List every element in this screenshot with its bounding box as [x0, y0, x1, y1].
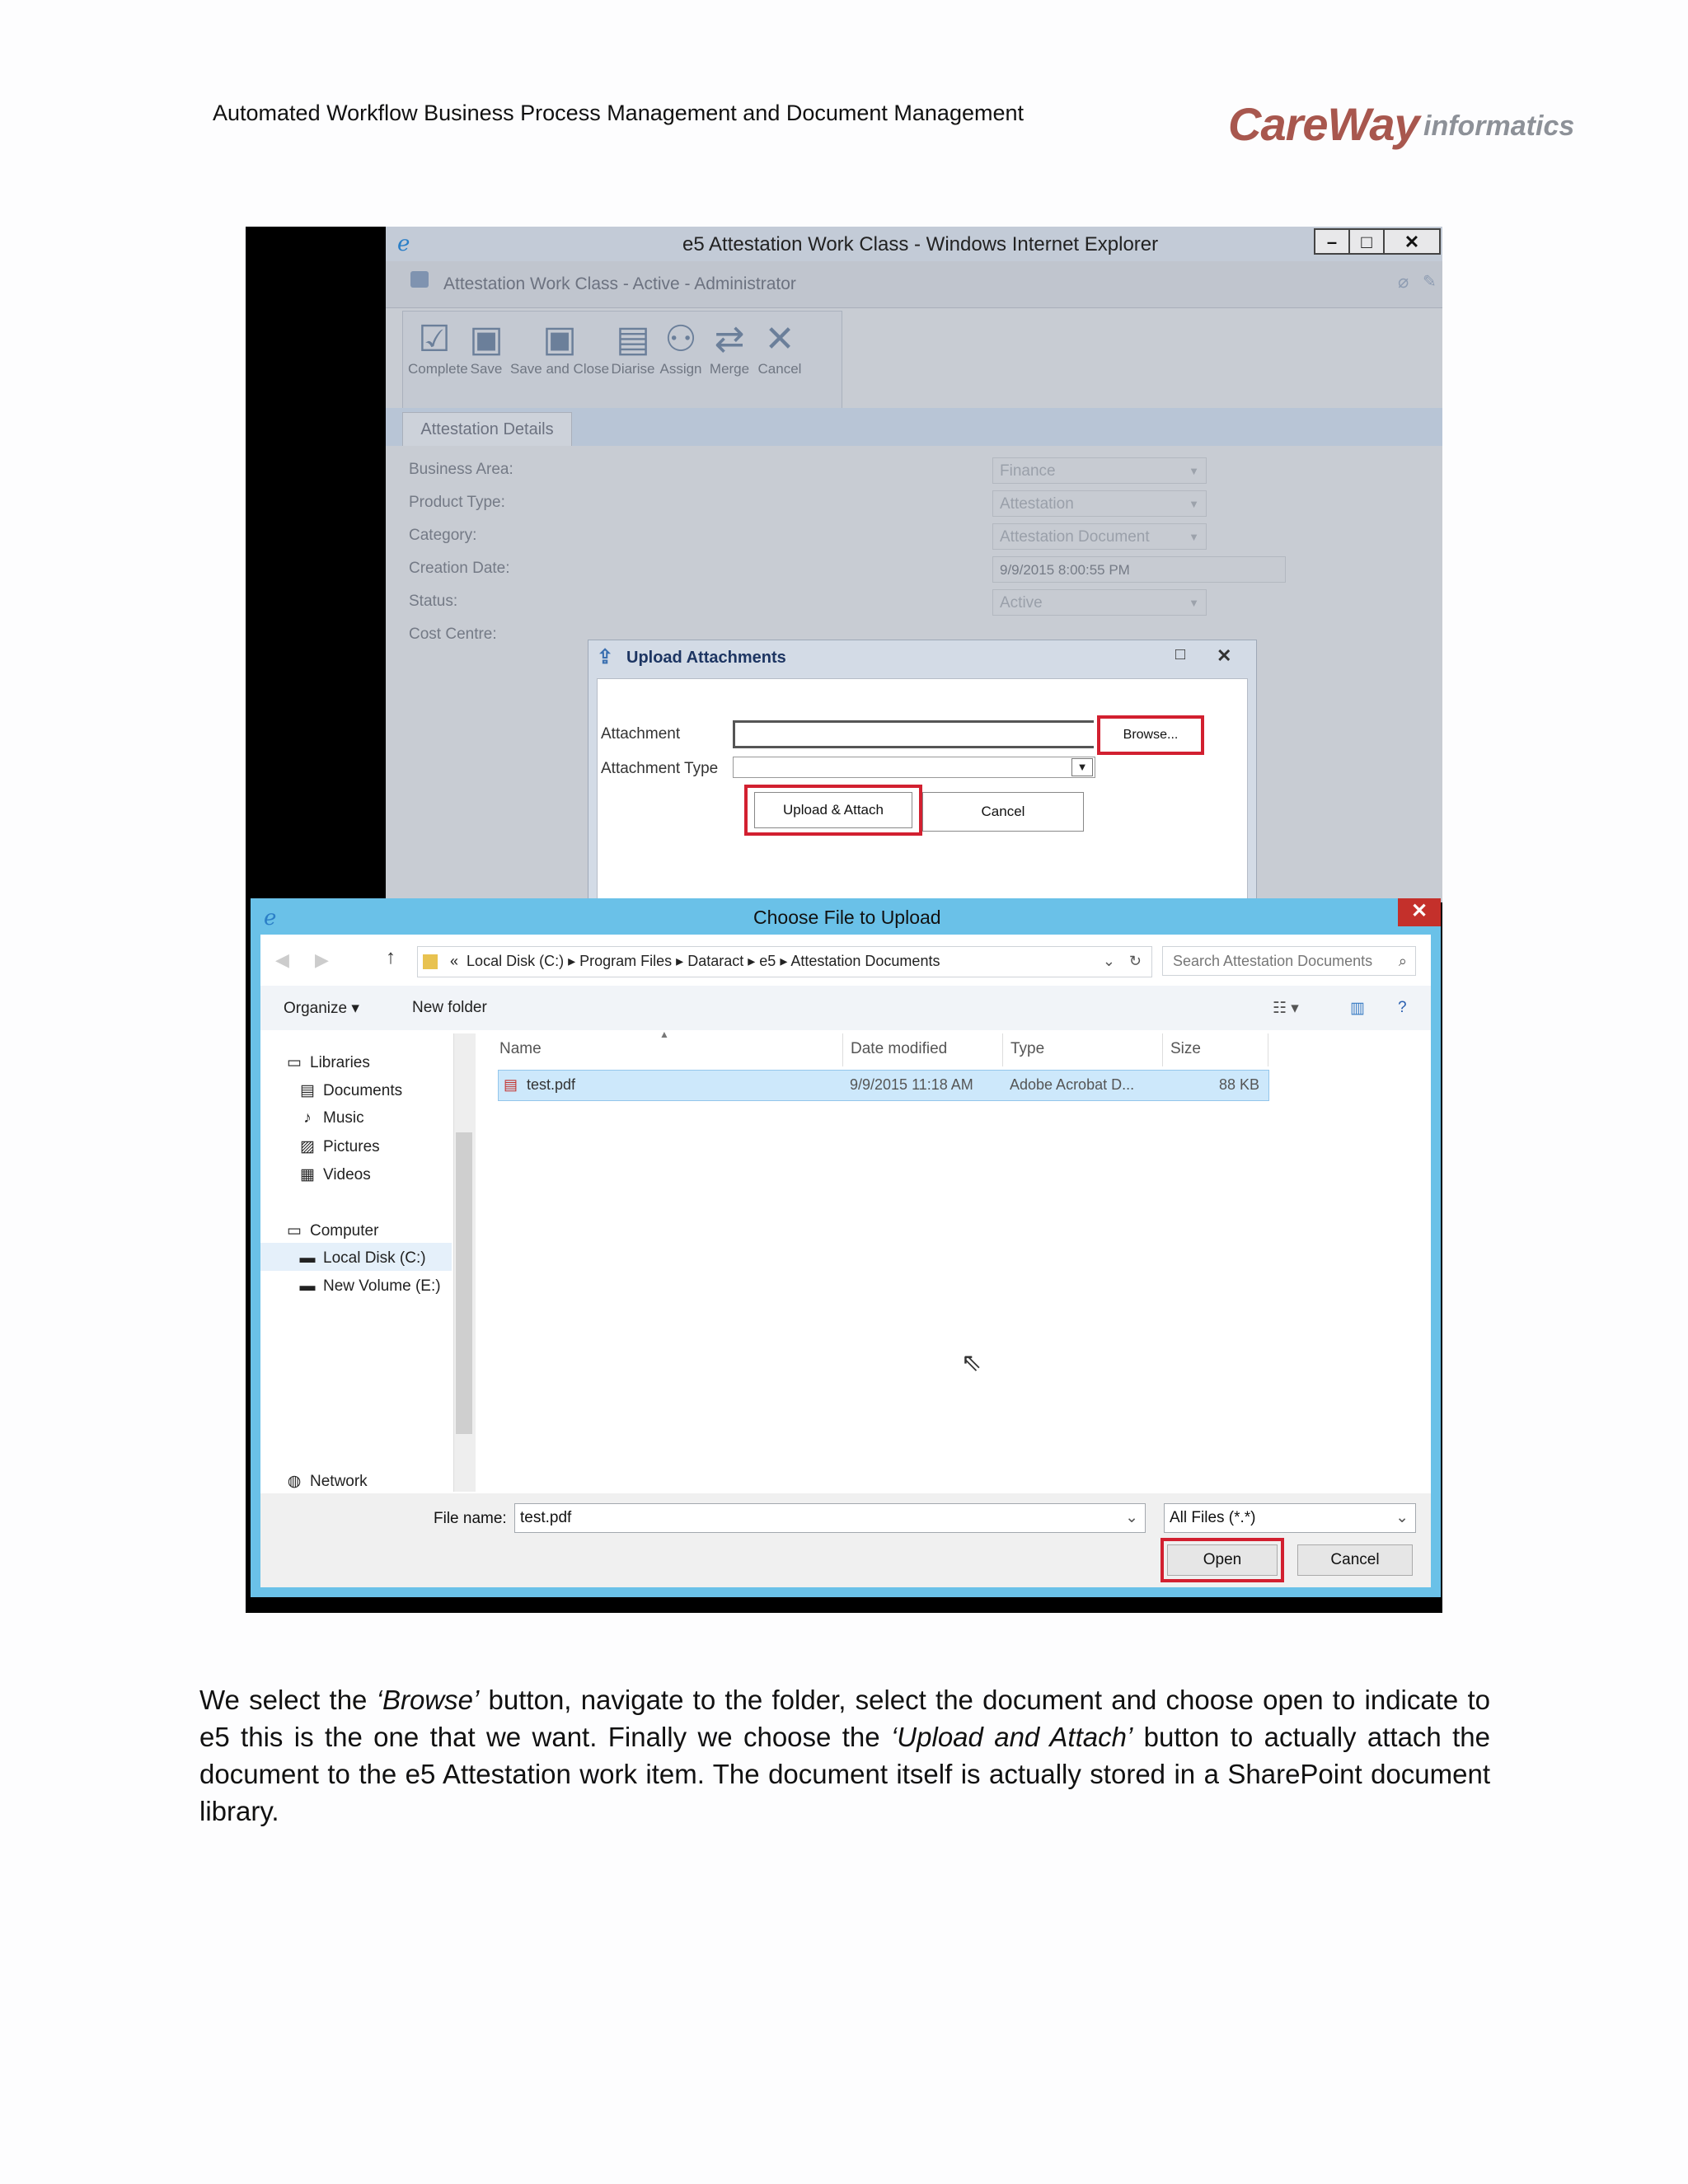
nav-pictures[interactable]: ▨ Pictures: [298, 1137, 380, 1156]
address-bar[interactable]: « Local Disk (C:) ▸ Program Files ▸ Dataract ▸ e5 ▸ Attestation Documents ⌄ ↻: [417, 946, 1152, 977]
save-button[interactable]: ▣ Save: [466, 312, 507, 409]
upload-attachments-dialog: [588, 640, 1257, 907]
cancel-icon: ✕: [764, 319, 795, 359]
file-row[interactable]: ▤ test.pdf 9/9/2015 11:18 AM Adobe Acrobat D... 88 KB: [498, 1070, 1269, 1101]
breadcrumb-local-disk[interactable]: Local Disk (C:): [467, 953, 565, 969]
nav-new-volume[interactable]: ▬ New Volume (E:): [299, 1277, 441, 1295]
nav-videos[interactable]: ▦ Videos: [298, 1165, 371, 1184]
computer-icon: ▭: [287, 1222, 302, 1240]
assign-icon: ⚇: [664, 319, 697, 359]
pdf-icon: ▤: [504, 1076, 518, 1093]
breadcrumb-program-files[interactable]: Program Files: [579, 953, 673, 969]
file-dialog-title: Choose File to Upload: [753, 907, 941, 928]
mouse-cursor-icon: ⇖: [961, 1349, 982, 1376]
pin-icon[interactable]: ✎: [1423, 273, 1437, 291]
app-bar: [386, 261, 1442, 308]
ie-logo-icon: ℯ: [264, 905, 277, 930]
dropdown-arrow-icon: ▼: [1189, 465, 1199, 477]
forward-icon[interactable]: ▶: [315, 949, 329, 970]
sort-arrow-icon: ▲: [659, 1029, 669, 1040]
upload-icon: ⇪: [597, 646, 614, 668]
help-icon[interactable]: ?: [1398, 999, 1407, 1016]
category-select[interactable]: Attestation Document ▼: [992, 523, 1207, 550]
nav-libraries[interactable]: ▭ Libraries: [285, 1053, 370, 1072]
status-select[interactable]: Active ▼: [992, 589, 1207, 616]
nav-network[interactable]: ◍ Network: [285, 1472, 368, 1491]
assign-button[interactable]: ⚇ Assign: [659, 319, 702, 377]
dropdown-arrow-icon: ▼: [1189, 597, 1199, 609]
up-arrow-icon[interactable]: ↑: [386, 946, 396, 968]
network-icon: ◍: [287, 1473, 302, 1490]
cost-centre-label: Cost Centre:: [409, 626, 497, 643]
diarise-button[interactable]: ▤ Diarise: [611, 319, 655, 377]
nav-scrollbar[interactable]: [453, 1033, 476, 1492]
scrollbar-thumb[interactable]: [456, 1132, 472, 1434]
toolbar-ribbon: [402, 311, 842, 410]
upload-attach-button[interactable]: Upload & Attach: [754, 792, 912, 828]
upload-cancel-button[interactable]: Cancel: [922, 792, 1084, 832]
command-bar: [260, 986, 1431, 1030]
complete-button[interactable]: ☑ Complete: [408, 319, 468, 377]
ie-window-title: e5 Attestation Work Class - Windows Internet Explorer: [682, 233, 1159, 255]
browse-button[interactable]: Browse...: [1123, 728, 1179, 742]
view-options-icon[interactable]: ☷ ▾: [1273, 1000, 1299, 1017]
save-close-icon: ▣: [542, 319, 577, 359]
file-type-filter[interactable]: All Files (*.*) ⌄: [1164, 1503, 1416, 1533]
folder-icon: [410, 271, 429, 288]
pictures-icon: ▨: [300, 1138, 315, 1155]
check-icon: ☑: [418, 319, 451, 359]
attachment-input[interactable]: [733, 720, 1094, 748]
creation-date-label: Creation Date:: [409, 560, 510, 577]
column-name[interactable]: Name: [499, 1040, 542, 1057]
category-label: Category:: [409, 527, 477, 544]
refresh-icon[interactable]: ↻: [1128, 953, 1142, 969]
ie-title-bar: [386, 227, 1442, 261]
file-dialog-footer: [260, 1493, 1431, 1587]
careway-logo: CareWay informatics: [1228, 98, 1575, 150]
product-type-label: Product Type:: [409, 494, 505, 511]
save-icon: ▣: [469, 319, 504, 359]
dropdown-arrow-icon: ▼: [1189, 498, 1199, 510]
file-dialog-cancel-button[interactable]: Cancel: [1297, 1544, 1413, 1576]
nav-local-disk[interactable]: ▬ Local Disk (C:): [299, 1249, 426, 1267]
file-name-label: File name:: [434, 1510, 507, 1527]
maximize-button[interactable]: □: [1348, 228, 1385, 255]
libraries-icon: ▭: [287, 1054, 302, 1071]
close-button[interactable]: ✕: [1383, 228, 1441, 255]
breadcrumb-e5[interactable]: e5: [759, 953, 776, 969]
choose-file-dialog: [251, 898, 1441, 1597]
drive-icon: ▬: [299, 1277, 316, 1295]
column-type[interactable]: Type: [1010, 1040, 1045, 1057]
nav-music[interactable]: ♪ Music: [298, 1109, 364, 1127]
dialog-maximize-button[interactable]: □: [1175, 645, 1186, 663]
videos-icon: ▦: [300, 1166, 315, 1183]
open-button[interactable]: Open: [1167, 1544, 1278, 1576]
file-dialog-close-button[interactable]: ✕: [1398, 898, 1441, 926]
product-type-select[interactable]: Attestation ▼: [992, 490, 1207, 517]
preview-pane-icon[interactable]: ▥: [1350, 1000, 1365, 1017]
diary-icon: ▤: [616, 319, 650, 359]
merge-button[interactable]: ⇄ Merge: [706, 312, 753, 409]
dropdown-arrow-icon: ▼: [1189, 531, 1199, 543]
nav-computer[interactable]: ▭ Computer: [285, 1221, 378, 1240]
disk-icon: ▬: [299, 1249, 316, 1267]
nav-documents[interactable]: ▤ Documents: [298, 1081, 402, 1100]
chevron-down-icon: ▼: [1071, 758, 1093, 776]
ie-logo-icon: ℯ: [397, 231, 410, 255]
music-icon: ♪: [303, 1109, 312, 1127]
breadcrumb-attestation-documents[interactable]: Attestation Documents: [790, 953, 940, 969]
attachment-type-label: Attachment Type: [601, 760, 719, 777]
upload-dialog-title: Upload Attachments: [626, 649, 786, 667]
body-paragraph: We select the ‘Browse’ button, navigate to the folder, select the document and choose open to indicate to e5 this is the one that we want. Finally we choose the ‘Upload and Attach’ button to actually attach the document to the e5 Attestation work item. The document itself is actually stored in a SharePoint document library.: [199, 1685, 1490, 1826]
minimize-button[interactable]: –: [1314, 228, 1350, 255]
new-folder-button[interactable]: New folder: [412, 999, 487, 1016]
dialog-close-button[interactable]: ✕: [1217, 645, 1232, 666]
business-area-select[interactable]: Finance ▼: [992, 457, 1207, 484]
save-and-close-button[interactable]: ▣ Save and Close: [510, 319, 610, 377]
folder-icon: [423, 954, 438, 969]
attachment-label: Attachment: [601, 725, 681, 743]
documents-icon: ▤: [300, 1082, 315, 1099]
chevron-down-icon[interactable]: ⌄: [1125, 1509, 1138, 1526]
search-input[interactable]: Search Attestation Documents ⌕: [1162, 946, 1416, 976]
organize-button[interactable]: Organize ▾: [284, 1000, 359, 1017]
search-icon: ⌕: [1398, 953, 1407, 969]
attach-icon[interactable]: ⌀: [1398, 271, 1409, 292]
app-title: Attestation Work Class - Active - Administrator: [443, 274, 796, 293]
tab-attestation-details[interactable]: Attestation Details: [402, 412, 572, 447]
creation-date-field: 9/9/2015 8:00:55 PM: [992, 556, 1286, 583]
business-area-label: Business Area:: [409, 461, 513, 478]
chevron-down-icon[interactable]: ⌄: [1102, 953, 1115, 969]
column-size[interactable]: Size: [1170, 1040, 1201, 1057]
back-icon[interactable]: ◀: [275, 949, 289, 970]
navigation-pane: [260, 1030, 467, 1493]
breadcrumb-dataract[interactable]: Dataract: [687, 953, 744, 969]
chevron-down-icon: ⌄: [1395, 1509, 1409, 1526]
cancel-button[interactable]: ✕ Cancel: [756, 312, 804, 409]
document-header-title: Automated Workflow Business Process Management and Document Management: [213, 101, 1024, 125]
merge-icon: ⇄: [714, 319, 745, 359]
status-label: Status:: [409, 593, 458, 610]
attachment-type-select[interactable]: [733, 757, 1095, 778]
column-date-modified[interactable]: Date modified: [851, 1040, 948, 1057]
file-name-input[interactable]: test.pdf ⌄: [514, 1503, 1146, 1533]
